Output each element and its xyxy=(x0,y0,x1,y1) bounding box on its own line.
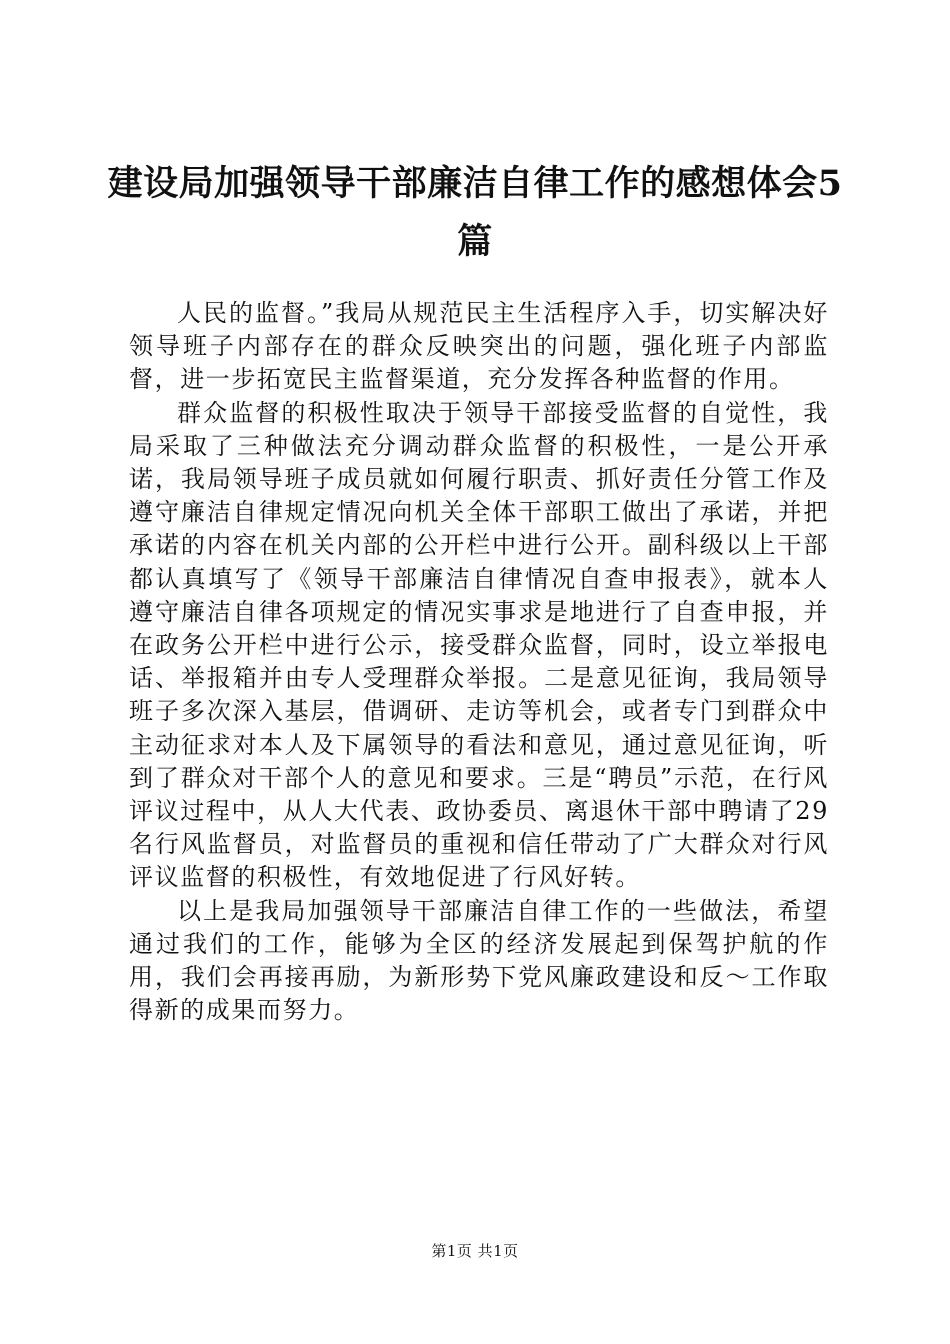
paragraph-3: 以上是我局加强领导干部廉洁自律工作的一些做法，希望通过我们的工作，能够为全区的经济发展起到保驾护航的作用，我们会再接再励，为新形势下党风廉政建设和反～工作取得新的成果而努力。 xyxy=(129,896,829,1025)
page-footer: 第1页 共1页 xyxy=(431,1242,519,1260)
paragraph-2: 群众监督的积极性取决于领导干部接受监督的自觉性，我局采取了三种做法充分调动群众监督的积极性，一是公开承诺，我局领导班子成员就如何履行职责、抓好责任分管工作及遵守廉洁自律规定情况向机关全体干部职工做出了承诺，并把承诺的内容在机关内部的公开栏中进行公开。副科级以上干部都认真填写了《领导干部廉洁自律情况自查申报表》，就本人遵守廉洁自律各项规定的情况实事求是地进行了自查申报，并在政务公开栏中进行公示，接受群众监督，同时，设立举报电话、举报箱并由专人受理群众举报。二是意见征询，我局领导班子多次深入基层，借调研、走访等机会，或者专门到群众中主动征求对本人及下属领导的看法和意见，通过意见征询，听到了群众对干部个人的意见和要求。三是“聘员”示范，在行风评议过程中，从人大代表、政协委员、离退休干部中聘请了29名行风监督员，对监督员的重视和信任带动了广大群众对行风评议监督的积极性，有效地促进了行风好转。 xyxy=(129,398,829,892)
document-body xyxy=(129,297,829,1027)
document-title: 建设局加强领导干部廉洁自律工作的感想体会5篇 xyxy=(107,163,843,262)
paragraph-1: 人民的监督。”我局从规范民主生活程序入手，切实解决好领导班子内部存在的群众反映突出的问题，强化班子内部监督，进一步拓宽民主监督渠道，充分发挥各种监督的作用。 xyxy=(129,299,829,394)
